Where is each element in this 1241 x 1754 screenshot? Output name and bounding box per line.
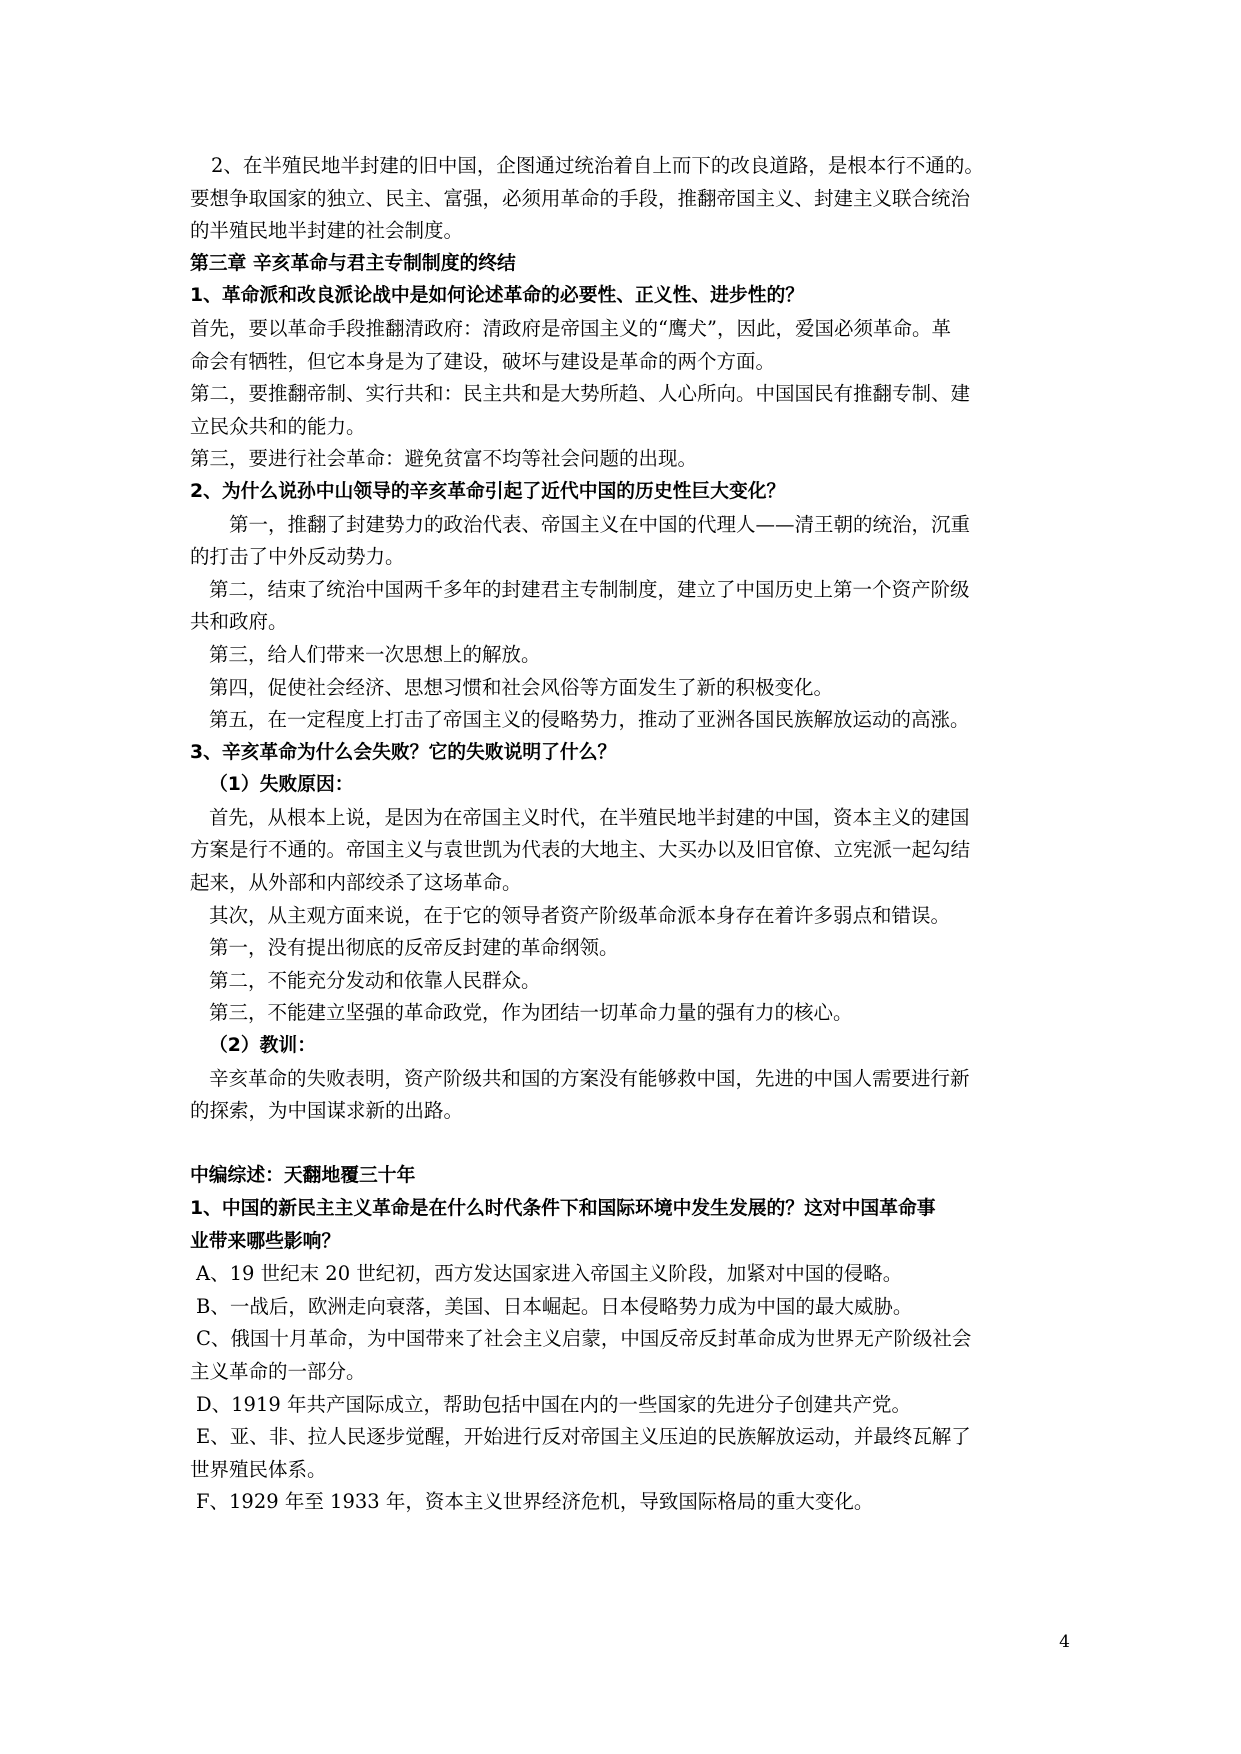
text-line: 辛亥革命的失败表明，资产阶级共和国的方案没有能够救中国，先进的中国人需要进行新 [209,1066,970,1090]
text-line: 主义革命的一部分。 [190,1359,366,1383]
text-line: 要想争取国家的独立、民主、富强，必须用革命的手段，推翻帝国主义、封建主义联合统治 [190,186,971,210]
text-line: D、1919 年共产国际成立，帮助包括中国在内的一些国家的先进分子创建共产党。 [196,1392,911,1416]
sub-heading: （2）教训： [209,1035,316,1057]
text-line: 的打击了中外反动势力。 [190,545,405,569]
text-line: 第五，在一定程度上打击了帝国主义的侵略势力，推动了亚洲各国民族解放运动的高涨。 [209,708,970,732]
text-line: 的半殖民地半封建的社会制度。 [190,219,464,243]
sub-heading: （1）失败原因： [209,774,354,796]
text-line: 第二，结束了统治中国两千多年的封建君主专制制度，建立了中国历史上第一个资产阶级 [209,577,970,601]
page-content [190,150,1062,1519]
text-line: 其次，从主观方面来说，在于它的领导者资产阶级革命派本身存在着许多弱点和错误。 [209,903,951,927]
page-number: 4 [1059,1632,1070,1652]
text-line: 2、在半殖民地半封建的旧中国，企图通过统治着自上而下的改良道路，是根本行不通的。 [211,154,984,177]
text-line: 立民众共和的能力。 [190,414,366,438]
text-line: 首先，从根本上说，是因为在帝国主义时代，在半殖民地半封建的中国，资本主义的建国 [209,805,970,829]
text-line: 的探索，为中国谋求新的出路。 [190,1099,464,1123]
text-line: 首先，要以革命手段推翻清政府：清政府是帝国主义的“鹰犬”，因此，爱国必须革命。革 [190,316,951,340]
text-line: E、亚、非、拉人民逐步觉醒，开始进行反对帝国主义压迫的民族解放运动，并最终瓦解了 [196,1425,971,1449]
text-line: B、一战后，欧洲走向衰落，美国、日本崛起。日本侵略势力成为中国的最大威胁。 [196,1294,913,1318]
text-line: 方案是行不通的。帝国主义与袁世凯为代表的大地主、大买办以及旧官僚、立宪派一起勾结 [190,838,971,862]
question-heading: 3、辛亥革命为什么会失败？它的失败说明了什么？ [190,741,617,763]
text-line: 第四，促使社会经济、思想习惯和社会风俗等方面发生了新的积极变化。 [209,675,834,699]
text-line: 第一，没有提出彻底的反帝反封建的革命纲领。 [209,936,619,960]
text-line: A、19 世纪末 20 世纪初，西方发达国家进入帝国主义阶段，加紧对中国的侵略。 [196,1262,903,1286]
text-line: 第二，不能充分发动和依靠人民群众。 [209,968,541,992]
question-heading: 2、为什么说孙中山领导的辛亥革命引起了近代中国的历史性巨大变化？ [190,480,786,502]
question-heading: 1、革命派和改良派论战中是如何论述革命的必要性、正义性、进步性的？ [190,285,805,307]
section-heading: 中编综述：天翻地覆三十年 [190,1165,416,1187]
question-heading: 业带来哪些影响？ [190,1230,341,1252]
blank-line [190,1128,1062,1161]
question-heading: 1、中国的新民主主义革命是在什么时代条件下和国际环境中发生发展的？这对中国革命事 [190,1198,936,1219]
text-line: 第三，不能建立坚强的革命政党，作为团结一切革命力量的强有力的核心。 [209,1001,853,1025]
text-line: 第三，给人们带来一次思想上的解放。 [209,642,541,666]
text-line: 共和政府。 [190,610,288,634]
text-line: 第二，要推翻帝制、实行共和：民主共和是大势所趋、人心所向。中国国民有推翻专制、建 [190,382,971,406]
text-line: C、俄国十月革命，为中国带来了社会主义启蒙，中国反帝反封革命成为世界无产阶级社会 [196,1327,972,1351]
text-line: F、1929 年至 1933 年，资本主义世界经济危机，导致国际格局的重大变化。 [196,1490,874,1514]
text-line: 起来，从外部和内部绞杀了这场革命。 [190,871,522,895]
text-line: 第一，推翻了封建势力的政治代表、帝国主义在中国的代理人——清王朝的统治，沉重 [229,512,971,536]
text-line: 世界殖民体系。 [190,1457,327,1481]
chapter-heading: 第三章 辛亥革命与君主专制制度的终结 [190,252,516,274]
text-line: 第三，要进行社会革命：避免贫富不均等社会问题的出现。 [190,447,698,471]
text-line: 命会有牺牲，但它本身是为了建设，破坏与建设是革命的两个方面。 [190,349,776,373]
